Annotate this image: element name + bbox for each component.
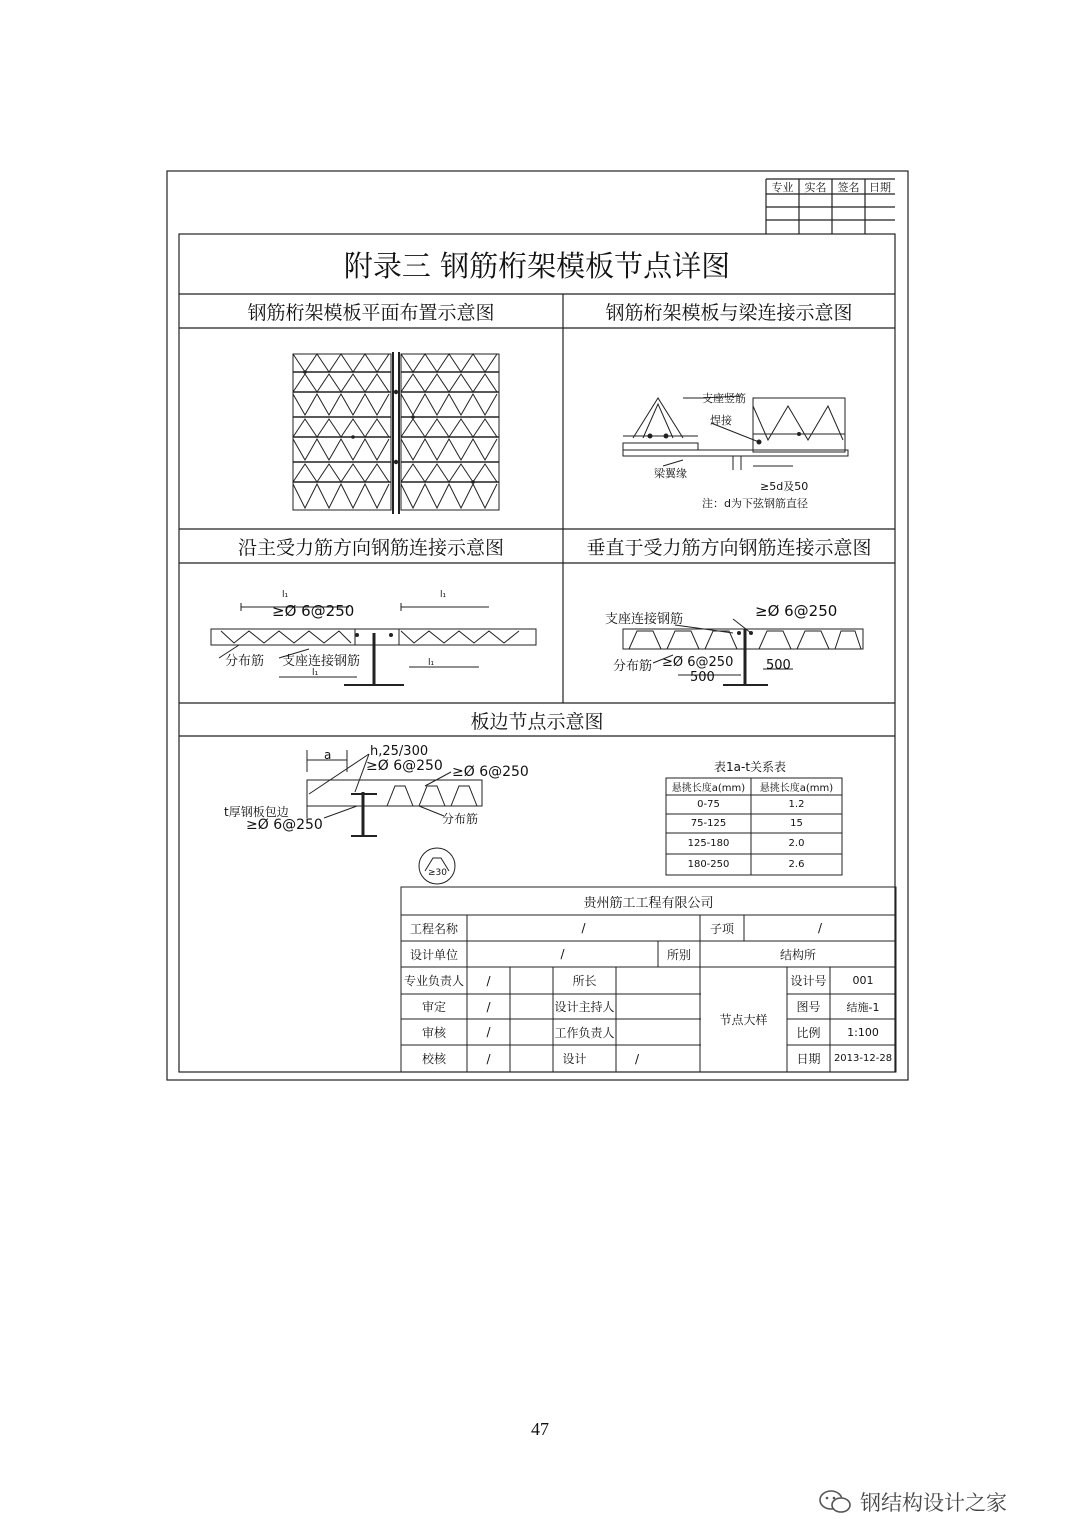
- tb-design-unit-value: /: [560, 947, 565, 961]
- edge-label-h: h,25/300: [370, 744, 429, 759]
- beam-label-weld: 焊接: [710, 414, 732, 427]
- tb-subitem-label: 子项: [709, 921, 734, 936]
- section-title-perp: 垂直于受力筋方向钢筋连接示意图: [586, 537, 872, 559]
- tb-design-no-label: 设计号: [790, 974, 827, 988]
- edge-label-a: a: [324, 748, 332, 762]
- edge-label-bar1: ≥Ø 6@250: [366, 758, 443, 774]
- wechat-icon: [818, 1488, 852, 1516]
- edge-label-bar3: ≥Ø 6@250: [246, 817, 323, 833]
- edge-label-angle: ≥30: [428, 868, 447, 878]
- tb-project-name-label: 工程名称: [409, 921, 458, 936]
- revision-header-signature: 签名: [837, 180, 860, 194]
- along-direction-drawing: [179, 563, 563, 703]
- revision-header-date: 日期: [869, 180, 891, 194]
- edge-label-plate: t厚钢板包边: [224, 805, 289, 819]
- tb-date-value: 2013-12-28: [833, 1053, 893, 1064]
- relation-table-row-2-t: 15: [790, 818, 803, 829]
- plan-layout-drawing: [290, 352, 502, 514]
- tb-scale-label: 比例: [796, 1025, 821, 1040]
- revision-header-name: 实名: [804, 180, 827, 194]
- relation-table-header-1: 悬挑长度a(mm): [671, 783, 746, 794]
- relation-table-row-2-range: 75-125: [690, 818, 727, 829]
- along-label-l1-d: l₁: [428, 658, 435, 668]
- tb-drawing-no-label: 图号: [796, 1000, 821, 1014]
- along-label-bar: ≥Ø 6@250: [272, 602, 355, 620]
- tb-work-lead-label: 工作负责人: [554, 1025, 615, 1040]
- tb-project-name-value: /: [581, 921, 586, 935]
- along-label-l1-c: l₁: [312, 668, 319, 678]
- tb-design-no-value: 001: [852, 974, 874, 987]
- tb-proof-value: /: [486, 1051, 491, 1066]
- drawing-title: 附录三 钢筋桁架模板节点详图: [343, 248, 731, 283]
- perp-label-dim-500-b: 500: [690, 670, 715, 685]
- relation-table-row-4-range: 180-250: [687, 859, 730, 870]
- along-label-l1-b: l₁: [440, 590, 447, 600]
- title-block-company: 贵州筋工工程有限公司: [583, 895, 714, 911]
- relation-table-row-4-t: 2.6: [788, 859, 805, 870]
- perp-label-bar-top: ≥Ø 6@250: [755, 602, 838, 620]
- section-title-beam: 钢筋桁架模板与梁连接示意图: [605, 302, 853, 324]
- perp-label-connection: 支座连接钢筋: [605, 612, 684, 627]
- section-title-edge: 板边节点示意图: [470, 710, 604, 733]
- tb-review-label: 审定: [421, 1000, 446, 1014]
- edge-label-distribution: 分布筋: [442, 812, 479, 826]
- tb-check-value: /: [486, 1025, 491, 1039]
- tb-director-label: 所长: [572, 974, 597, 988]
- tb-date-label: 日期: [796, 1052, 821, 1066]
- watermark-text: 钢结构设计之家: [860, 1491, 1007, 1515]
- perp-label-distribution: 分布筋: [613, 659, 653, 674]
- tb-proof-label: 校核: [421, 1052, 446, 1066]
- relation-table-header-2: 悬挑长度a(mm): [759, 783, 834, 794]
- relation-table-row-1-t: 1.2: [788, 799, 805, 810]
- tb-design-value: /: [634, 1051, 640, 1066]
- tb-content: 节点大样: [719, 1013, 768, 1027]
- relation-table-caption: 表1a-t关系表: [714, 760, 787, 774]
- perpendicular-drawing: [563, 563, 895, 703]
- tb-lead-value: /: [486, 973, 491, 988]
- relation-table-row-3-t: 2.0: [788, 838, 805, 849]
- tb-drawing-no-value: 结施-1: [846, 1000, 880, 1014]
- section-title-along: 沿主受力筋方向钢筋连接示意图: [237, 537, 504, 559]
- tb-dept-value: 结构所: [779, 947, 816, 962]
- tb-review-value: /: [486, 999, 491, 1014]
- tb-check-label: 审核: [421, 1025, 446, 1040]
- tb-scale-value: 1:100: [847, 1025, 879, 1039]
- relation-table-row-1-range: 0-75: [697, 799, 720, 810]
- tb-subitem-value: /: [817, 921, 823, 935]
- beam-label-flange: 梁翼缘: [654, 467, 687, 480]
- along-label-l1-a: l₁: [282, 590, 289, 600]
- beam-label-min-length: ≥5d及50: [760, 480, 809, 493]
- tb-host-label: 设计主持人: [554, 1000, 615, 1014]
- watermark: [818, 1487, 1007, 1517]
- along-label-connection: 支座连接钢筋: [282, 654, 361, 669]
- along-label-distribution: 分布筋: [225, 654, 265, 669]
- perp-label-dim-500-a: 500: [766, 658, 791, 673]
- section-title-plan: 钢筋桁架模板平面布置示意图: [247, 302, 495, 324]
- tb-dept-label: 所别: [666, 947, 691, 962]
- page-number: 47: [531, 1418, 549, 1439]
- relation-table-row-3-range: 125-180: [687, 838, 730, 849]
- tb-lead-label: 专业负责人: [403, 974, 464, 988]
- perp-label-bar-bottom: ≥Ø 6@250: [662, 655, 734, 670]
- edge-label-bar2: ≥Ø 6@250: [452, 764, 529, 780]
- tb-design-unit-label: 设计单位: [409, 947, 458, 962]
- revision-header-discipline: 专业: [771, 180, 794, 194]
- beam-label-support-bar: 支座竖筋: [702, 392, 746, 405]
- tb-design-label: 设计: [562, 1052, 587, 1066]
- beam-label-note: 注：d为下弦钢筋直径: [702, 497, 808, 510]
